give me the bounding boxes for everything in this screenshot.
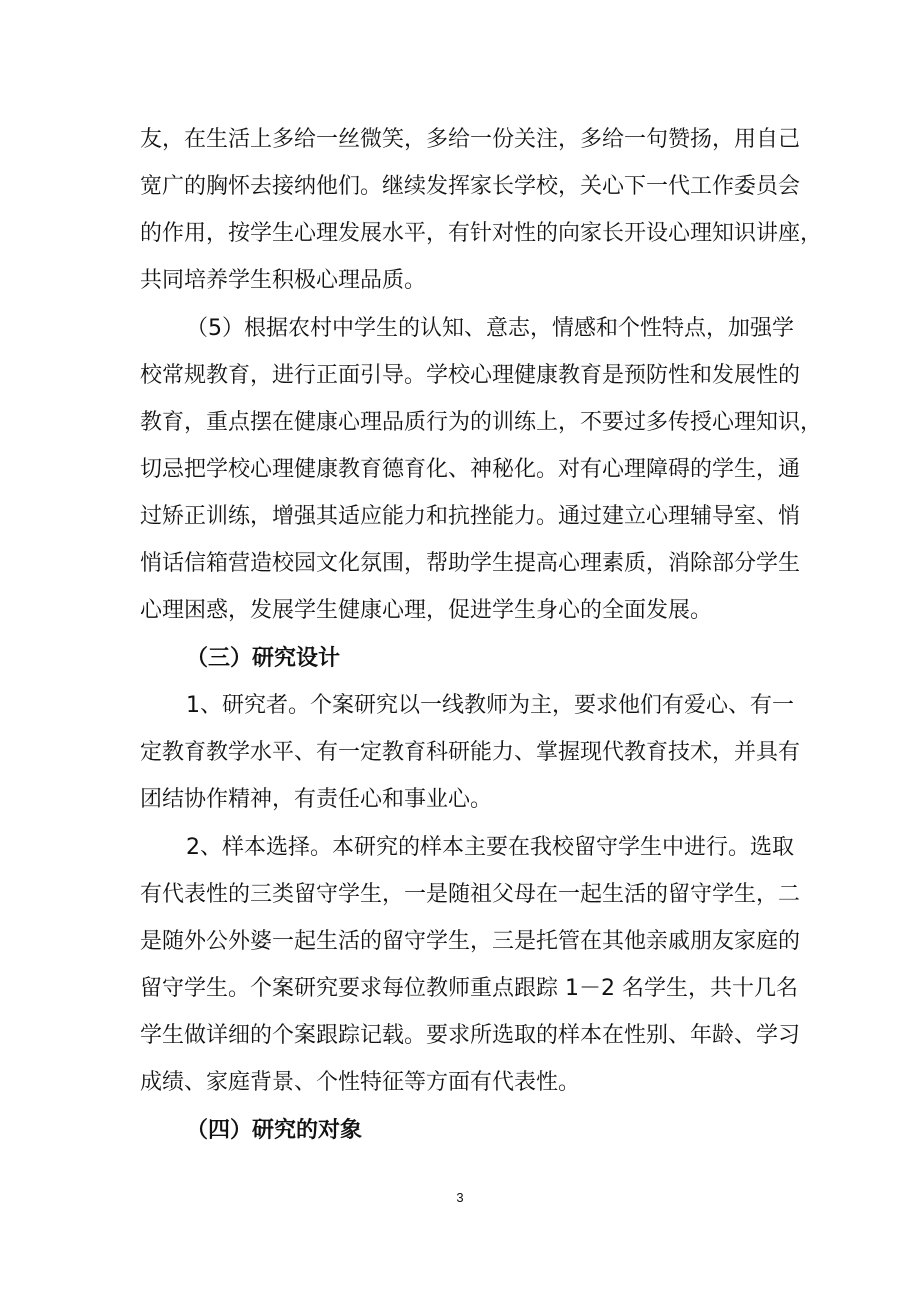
- paragraph-2-line-6: 悄话信箱营造校园文化氛围，帮助学生提高心理素质，消除部分学生: [140, 551, 801, 576]
- paragraph-2-line-2: 校常规教育，进行正面引导。学校心理健康教育是预防性和发展性的: [140, 363, 801, 388]
- paragraph-4-line-3: 是随外公外婆一起生活的留守学生，三是托管在其他亲戚朋友家庭的: [140, 929, 801, 954]
- paragraph-4-line-1: 2、样本选择。本研究的样本主要在我校留守学生中进行。选取: [186, 835, 794, 860]
- paragraph-1-line-4: 共同培养学生积极心理品质。: [140, 268, 427, 293]
- paragraph-3-line-2: 定教育教学水平、有一定教育科研能力、掌握现代教育技术，并具有: [140, 740, 801, 765]
- paragraph-4-line-6: 成绩、家庭背景、个性特征等方面有代表性。: [140, 1070, 581, 1095]
- paragraph-1-line-3: 的作用，按学生心理发展水平，有针对性的向家长开设心理知识讲座，: [140, 221, 823, 246]
- paragraph-2-line-5: 过矫正训练，增强其适应能力和抗挫能力。通过建立心理辅导室、悄: [140, 504, 801, 529]
- paragraph-3-line-3: 团结协作精神，有责任心和事业心。: [140, 787, 493, 812]
- paragraph-1-line-2: 宽广的胸怀去接纳他们。继续发挥家长学校，关心下一代工作委员会: [140, 174, 801, 199]
- paragraph-1-line-1: 友，在生活上多给一丝微笑，多给一份关注，多给一句赞扬，用自己: [140, 127, 801, 152]
- paragraph-2-line-7: 心理困惑，发展学生健康心理，促进学生身心的全面发展。: [140, 598, 713, 623]
- paragraph-4-line-5: 学生做详细的个案跟踪记载。要求所选取的样本在性别、年龄、学习: [140, 1023, 801, 1048]
- section-heading-research-subjects: （四）研究的对象: [186, 1118, 363, 1143]
- paragraph-3-line-1: 1、研究者。个案研究以一线教师为主，要求他们有爱心、有一: [186, 693, 794, 718]
- paragraph-2-line-4: 切忌把学校心理健康教育德育化、神秘化。对有心理障碍的学生，通: [140, 457, 801, 482]
- paragraph-2-line-3: 教育，重点摆在健康心理品质行为的训练上，不要过多传授心理知识，: [140, 410, 823, 435]
- paragraph-2-line-1: （5）根据农村中学生的认知、意志，情感和个性特点，加强学: [186, 316, 794, 341]
- paragraph-4-line-4: 留守学生。个案研究要求每位教师重点跟踪 1－2 名学生，共十几名: [140, 976, 798, 1001]
- section-heading-research-design: （三）研究设计: [186, 646, 341, 671]
- page-number: 3: [456, 1190, 464, 1205]
- paragraph-4-line-2: 有代表性的三类留守学生，一是随祖父母在一起生活的留守学生，二: [140, 882, 801, 907]
